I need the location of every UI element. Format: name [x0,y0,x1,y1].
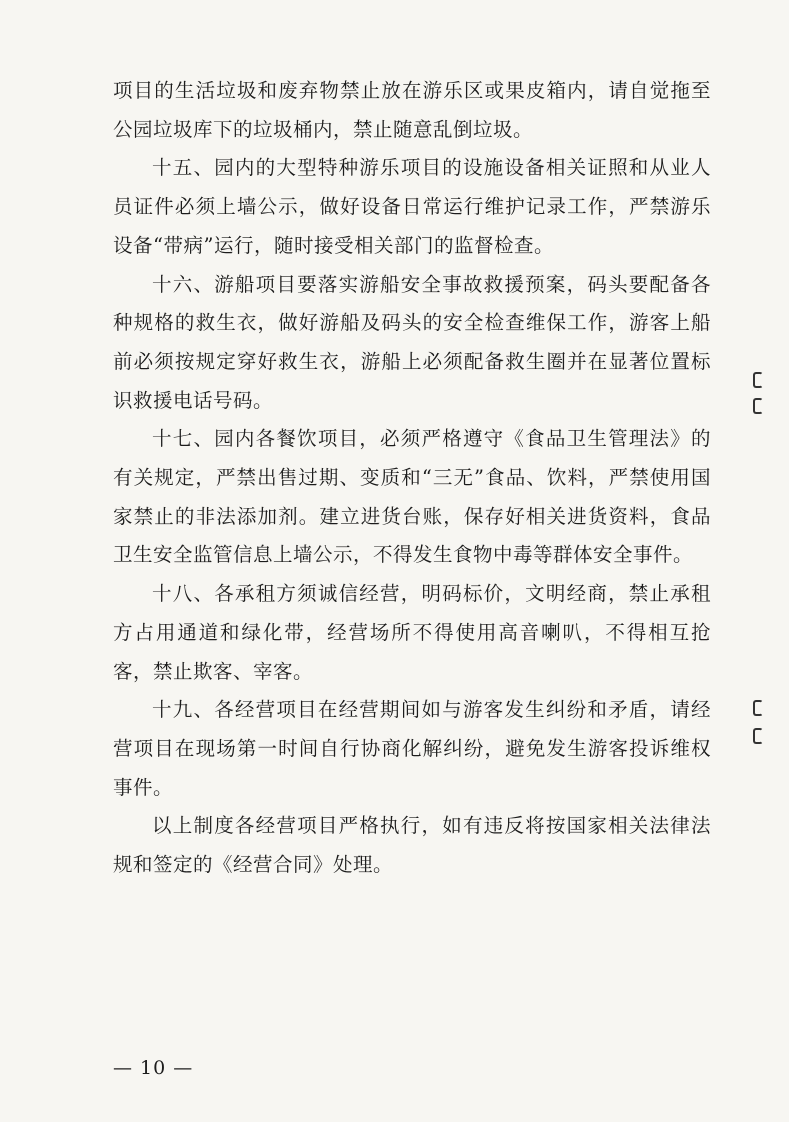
binding-hole-mark [753,700,763,716]
binding-hole-mark [753,728,763,744]
document-body [113,72,711,885]
paragraph-item-18: 十八、各承租方须诚信经营，明码标价，文明经商，禁止承租方占用通道和绿化带，经营场所不得使用高音喇叭，不得相互抢客，禁止欺客、宰客。 [113,582,711,683]
page-number: — 10 — [113,1057,194,1079]
paragraph-item-15: 十五、园内的大型特种游乐项目的设施设备相关证照和从业人员证件必须上墙公示，做好设备日常运行维护记录工作，严禁游乐设备“带病”运行，随时接受相关部门的监督检查。 [113,156,711,257]
binding-hole-mark [753,398,763,414]
binding-hole-mark [753,372,763,388]
paragraph-item-17: 十七、园内各餐饮项目，必须严格遵守《食品卫生管理法》的有关规定，严禁出售过期、变质和“三无”食品、饮料，严禁使用国家禁止的非法添加剂。建立进货台账，保存好相关进货资料，食品卫生安全监管信息上墙公示，不得发生食物中毒等群体安全事件。 [113,427,711,567]
paragraph-item-19: 十九、各经营项目在经营期间如与游客发生纠纷和矛盾，请经营项目在现场第一时间自行协商化解纠纷，避免发生游客投诉维权事件。 [113,698,711,799]
paragraph-closing: 以上制度各经营项目严格执行，如有违反将按国家相关法律法规和签定的《经营合同》处理。 [113,814,711,877]
paragraph-item-16: 十六、游船项目要落实游船安全事故救援预案，码头要配备各种规格的救生衣，做好游船及码头的安全检查维保工作，游客上船前必须按规定穿好救生衣，游船上必须配备救生圈并在显著位置标识救援电话号码。 [113,272,711,412]
paragraph-continuation: 项目的生活垃圾和废弃物禁止放在游乐区或果皮箱内，请自觉拖至公园垃圾库下的垃圾桶内，禁止随意乱倒垃圾。 [113,79,711,141]
